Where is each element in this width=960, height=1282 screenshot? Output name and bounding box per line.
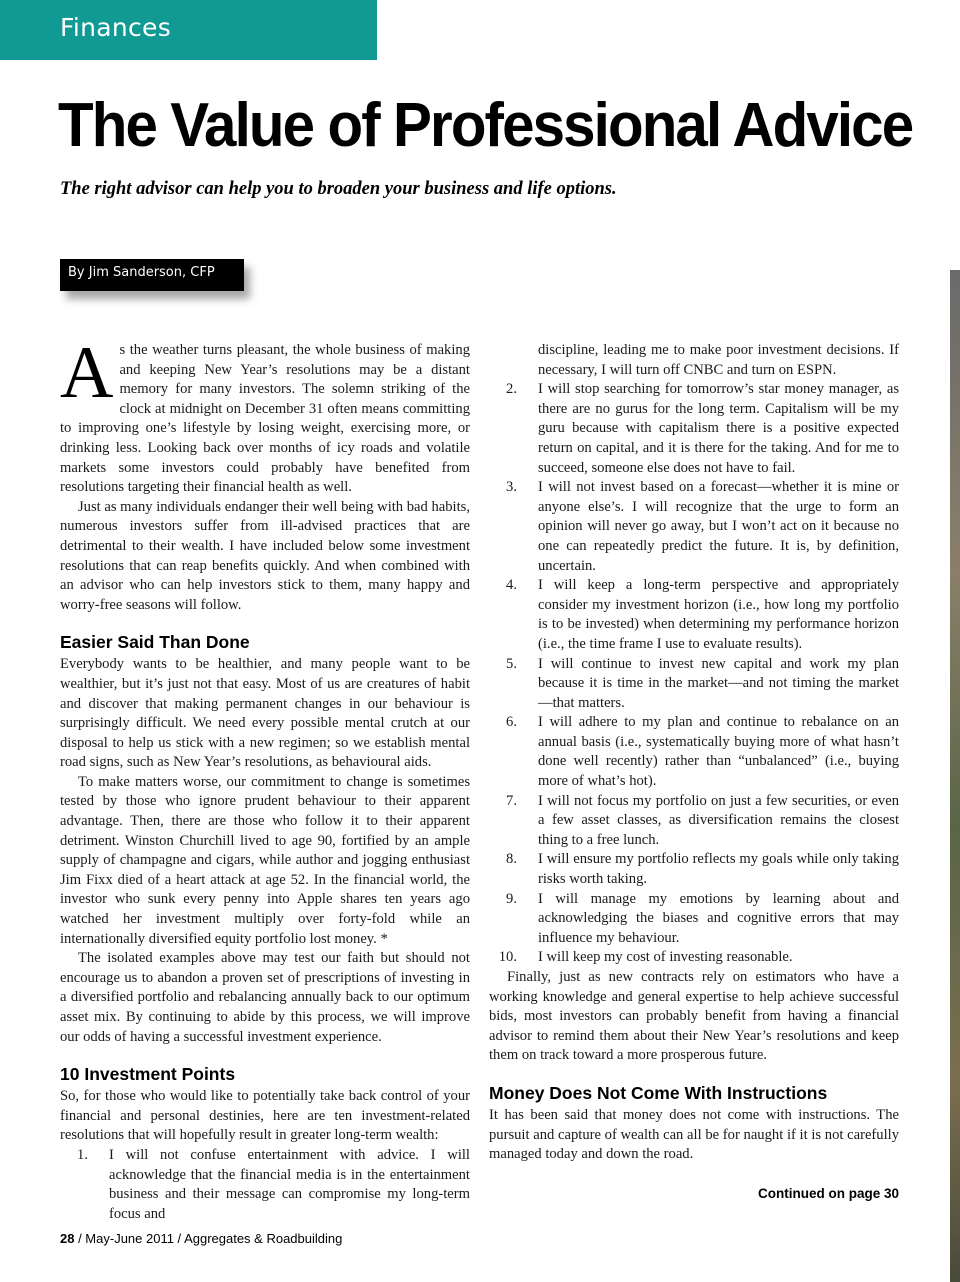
paragraph-5: The isolated examples above may test our faith but should not encourage us to abandon a proven set of prescriptions of investing in a diversified portfolio and rebalancing annually back to our optimum asset mix. By continuing to abide by this process, we will improve our odds of having a successful investment experience. <box>60 950 470 1045</box>
paragraph-3: Everybody wants to be healthier, and many people want to be wealthier, but it’s just not that easy. Most of us are creatures of habit and discover that making permanent changes in our behaviour is surprisingly difficult. We need every possible mental crutch at our disposal to help us stick with a new regimen; so we establish mental road signs, such as New Year’s resolutions, as behavioural aids. <box>60 656 470 771</box>
section-tab <box>0 0 377 60</box>
intro-paragraph <box>60 332 470 498</box>
list-item <box>489 713 899 791</box>
section-tab-label: Finances <box>60 13 172 42</box>
list-item-number: 2. <box>506 381 517 398</box>
list-item-number: 4. <box>506 577 517 594</box>
heading-easier-said: Easier Said Than Done <box>60 632 250 653</box>
list-item-text: I will manage my emotions by learning about and acknowledging the biases and cognitive errors that may influence my behaviour. <box>538 890 899 946</box>
list-item-number: 3. <box>506 479 517 496</box>
list-item <box>489 850 899 889</box>
paragraph-2: Just as many individuals endanger their well being with bad habits, numerous investors suffer from ill-advised practices that are detrimental to their wealth. I have included below some investment resolutions that can reap benefits quickly. And when combined with an advisor who can help investors stick to them, many happy and worry-free seasons will follow. <box>60 498 470 613</box>
continued-link[interactable]: Continued on page 30 <box>757 1186 899 1201</box>
article-title: The Value of Professional Advice <box>58 91 913 160</box>
paragraph-4: To make matters worse, our commitment to change is sometimes tested by those who ignore prudent behaviour to their apparent advantage. Then, there are those who follow it to their apparent detriment. Winston Churchill lived to age 90, fortified by an ample supply of champagne and cigars, while author and jogging enthusiast Jim Fixx died of a heart attack at age 52. In the financial world, the investor who sunk every penny into Apple shares ten years ago watched her investment multiply over forty-fold while an internationally diversified equity portfolio lost money. * <box>60 773 470 947</box>
list-item-number: 7. <box>506 792 517 809</box>
page-number: 28 <box>60 1231 75 1246</box>
list-item-text: I will not focus my portfolio on just a few securities, or even a few asset classes, as diversification remains the closest thing to a free lunch. <box>538 792 899 848</box>
list-item <box>489 948 899 968</box>
list-item <box>489 890 899 949</box>
list-item-text: I will keep a long-term perspective and appropriately consider my investment horizon (i.e., how long my portfolio is to be invested) when determining my performance horizon (i.e., the time frame I use to evaluate results). <box>538 577 899 652</box>
paragraph-8: It has been said that money does not come with instructions. The pursuit and capture of wealth can all be for naught if it is not carefully managed today and down the road. <box>489 1106 899 1163</box>
list-item <box>489 380 899 478</box>
page-footer <box>60 1231 342 1246</box>
resolution-list-start <box>60 1146 470 1224</box>
list-item <box>489 576 899 654</box>
list-item-continued-text: discipline, leading me to make poor investment decisions. If necessary, I will turn off CNBC and turn on ESPN. <box>538 342 899 378</box>
resolution-list <box>489 341 899 968</box>
heading-investment-points: 10 Investment Points <box>60 1064 236 1085</box>
list-item-number: 5. <box>506 655 517 672</box>
footer-text: / May-June 2011 / Aggregates & Roadbuilding <box>74 1231 343 1246</box>
list-item-text: I will adhere to my plan and continue to rebalance on an annual basis (i.e., systematically buying more of what hasn’t done well recently) rather than “unbalanced” (i.e., buying more of what’s hot). <box>538 714 899 790</box>
list-item-number: 10. <box>498 949 517 966</box>
list-item <box>60 1146 470 1224</box>
list-item-number: 8. <box>506 851 517 868</box>
list-item-text: I will keep my cost of investing reasonable. <box>538 949 793 966</box>
list-item-number: 6. <box>506 714 517 731</box>
paragraph-6: So, for those who would like to potentially take back control of your financial and personal destinies, here are ten investment-related resolutions that will hopefully result in greater long-term wealth: <box>60 1088 470 1144</box>
list-item-text: I will stop searching for tomorrow’s star money manager, as there are no gurus for the long term. Capitalism will be my guru because with capitalism there is a positive expected return on capital, and it is there for the taking. And for me to succeed, someone else does not have to fail. <box>538 381 899 476</box>
list-item-number: 1. <box>77 1146 88 1163</box>
byline-text: By Jim Sanderson, CFP <box>68 265 215 280</box>
list-item <box>489 341 899 380</box>
left-column <box>60 332 470 1224</box>
right-column <box>489 341 899 1165</box>
drop-cap: A <box>60 332 114 414</box>
list-item-text: I will not invest based on a forecast—whether it is mine or anyone else’s. I will recognize that the urge to form an opinion will never go away, but I won’t act on it because no one can repeatedly predict the future. It is, by definition, uncertain. <box>538 479 899 574</box>
list-item-number: 9. <box>506 890 517 907</box>
list-item-text: I will not confuse entertainment with advice. I will acknowledge that the financial media is in the entertainment business and their message can compromise my long-term focus and <box>109 1146 470 1222</box>
intro-text: s the weather turns pleasant, the whole business of making and keeping New Year’s resolutions may be a distant memory for many investors. The solemn striking of the clock at midnight on December 31 often means committing to improving one’s lifestyle by losing weight, exercising more, or drinking less. Looking back over months of icy roads and volatile markets some investors could probably have benefited from resolutions targeting their financial health as well. <box>60 342 470 496</box>
list-item-text: I will continue to invest new capital and work my plan because it is time in the market—and not timing the market—that matters. <box>538 655 899 711</box>
list-item-text: I will ensure my portfolio reflects my goals while only taking risks worth taking. <box>538 851 899 888</box>
adjacent-page-edge <box>950 270 960 1282</box>
heading-money-instructions: Money Does Not Come With Instructions <box>489 1082 828 1103</box>
paragraph-7: Finally, just as new contracts rely on estimators who have a working knowledge and general expertise to help achieve successful bids, most investors can probably benefit from having a financial advisor to remind them about their New Year’s resolutions and keep them on track toward a more prosperous future. <box>489 969 899 1064</box>
article-subtitle: The right advisor can help you to broaden your business and life options. <box>60 179 617 199</box>
list-item <box>489 478 899 576</box>
list-item <box>489 655 899 714</box>
list-item <box>489 792 899 851</box>
byline-box <box>60 259 244 291</box>
